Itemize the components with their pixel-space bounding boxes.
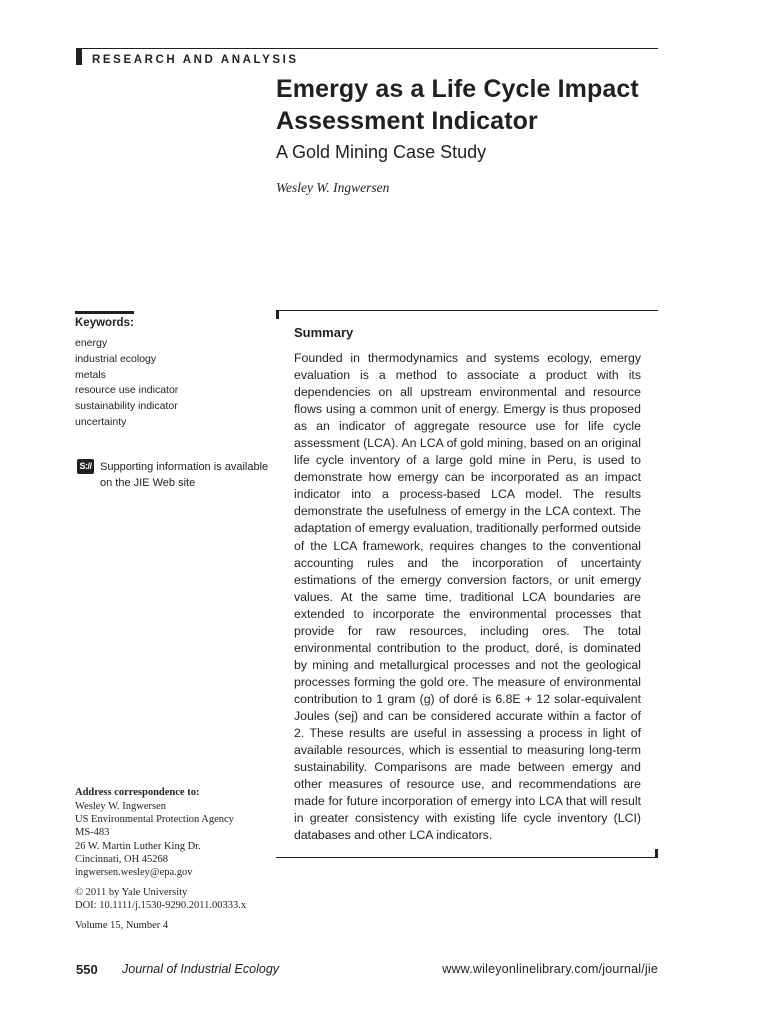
volume-info: Volume 15, Number 4 [75, 920, 169, 931]
journal-name: Journal of Industrial Ecology [122, 962, 280, 976]
keyword-item: resource use indicator [75, 384, 179, 397]
address-line: US Environmental Protection Agency [75, 814, 234, 826]
address-line: MS-483 [75, 827, 110, 839]
keyword-item: energy [75, 337, 108, 349]
address-line: Cincinnati, OH 45268 [75, 853, 169, 865]
keywords-heading: Keywords: [75, 317, 134, 329]
article-subtitle: A Gold Mining Case Study [276, 142, 487, 162]
section-marker [76, 48, 82, 65]
email-link[interactable]: ingwersen.wesley@epa.gov [75, 867, 193, 879]
keyword-item: sustainability indicator [75, 400, 178, 413]
doi[interactable]: DOI: 10.1111/j.1530-9290.2011.00333.x [75, 900, 247, 912]
correspondence-heading: Address correspondence to: [75, 787, 200, 798]
author-name: Wesley W. Ingwersen [276, 180, 390, 195]
supporting-info-icon: S:// [77, 459, 94, 474]
address-line: Wesley W. Ingwersen [75, 801, 167, 812]
keyword-item: uncertainty [75, 415, 127, 428]
copyright-block [75, 886, 246, 912]
summary-heading: Summary [294, 325, 354, 340]
header-rule [82, 48, 658, 49]
supporting-info-text: Supporting information is available on the JIE Web site [100, 461, 269, 489]
journal-url[interactable]: www.wileyonlinelibrary.com/journal/jie [442, 962, 658, 976]
summary-bottom-rule [276, 857, 658, 858]
keywords-rule [75, 311, 134, 314]
section-label: RESEARCH AND ANALYSIS [92, 54, 299, 66]
page-number: 550 [76, 962, 98, 977]
keyword-item: industrial ecology [75, 352, 157, 365]
address-line: 26 W. Martin Luther King Dr. [75, 840, 201, 852]
summary-bottom-tick [655, 849, 658, 858]
keyword-item: metals [75, 368, 106, 381]
keywords-list [75, 336, 178, 431]
summary-body: Founded in thermodynamics and systems ecology, emergy evaluation is a method to associate a product with its dependencies on all upstream environmental and resource flows using a common unit of energy. Emergy is thus proposed as an indicator of aggregate resource use for life cycle assessment (LCA). An LCA of gold mining, based on an original life cycle inventory of a large gold mine in Peru, is used to demonstrate how emergy can be incorporated as an impact indicator into a process-based LCA model. The results demonstrate the usefulness of emergy in the LCA context. The adaptation of emergy evaluation, traditionally performed outside of the LCA framework, requires changes to the conventional accounting rules and the incorporation of uncertainty estimations of the emergy conversion factors, or unit emergy values. At the same time, traditional LCA boundaries are extended to incorporate the environmental processes that provide for raw resources, including ores. The total environmental contribution to the product, doré, is dominated by mining and metallurgical processes and not the geological processes forming the gold ore. The measure of environmental contribution to 1 gram (g) of doré is 6.8E + 12 solar-equivalent Joules (sej) and can be considered accurate within a factor of 2. These results are useful in assessing a process in light of available resources, which is essential to measuring long-term sustainability. Comparisons are made between emergy and other measures of resource use, and recommendations are made for future incorporation of emergy into LCA that will result in greater consistency with existing life cycle inventory (LCI) databases and other LCA indicators. [294, 351, 641, 843]
correspondence-address [75, 800, 234, 879]
summary-top-tick [276, 310, 279, 319]
article-title: Emergy as a Life Cycle Impact Assessment Indicator [276, 75, 639, 135]
summary-top-rule [276, 310, 658, 311]
copyright-notice: © 2011 by Yale University [75, 887, 188, 898]
